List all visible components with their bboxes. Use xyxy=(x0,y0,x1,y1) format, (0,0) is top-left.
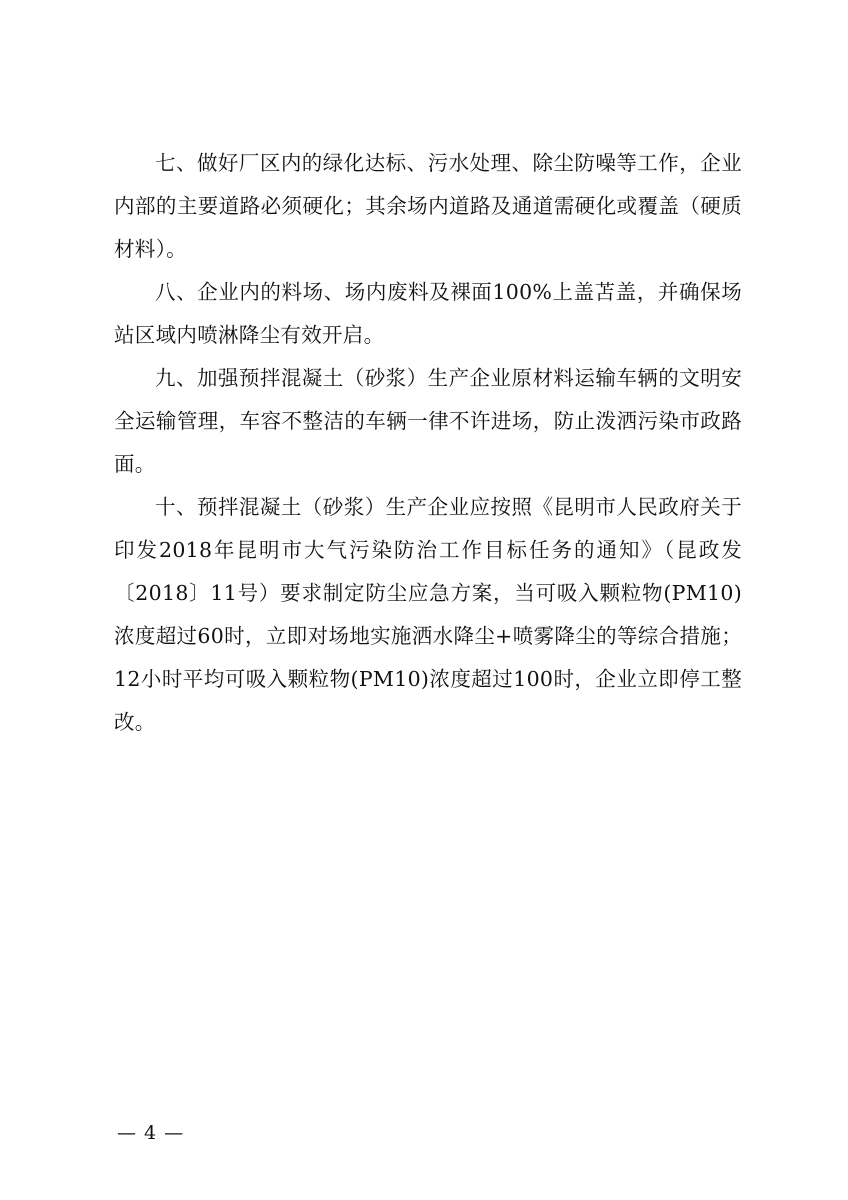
page-number: — 4 — xyxy=(117,1122,185,1144)
paragraph-9: 九、加强预拌混凝土（砂浆）生产企业原材料运输车辆的文明安全运输管理，车容不整洁的车辆一律不许进场，防止泼洒污染市政路面。 xyxy=(114,366,742,476)
document-body xyxy=(114,142,742,744)
paragraph-8: 八、企业内的料场、场内废料及裸面100%上盖苫盖，并确保场站区域内喷淋降尘有效开启。 xyxy=(114,280,742,347)
paragraph-10: 十、预拌混凝土（砂浆）生产企业应按照《昆明市人民政府关于印发2018年昆明市大气污染防治工作目标任务的通知》（昆政发〔2018〕11号）要求制定防尘应急方案，当可吸入颗粒物(PM10)浓度超过60时，立即对场地实施洒水降尘+喷雾降尘的等综合措施；12小时平均可吸入颗粒物(PM10)浓度超过100时，企业立即停工整改。 xyxy=(114,495,742,734)
paragraph-7: 七、做好厂区内的绿化达标、污水处理、除尘防噪等工作，企业内部的主要道路必须硬化；其余场内道路及通道需硬化或覆盖（硬质材料）。 xyxy=(114,151,742,261)
